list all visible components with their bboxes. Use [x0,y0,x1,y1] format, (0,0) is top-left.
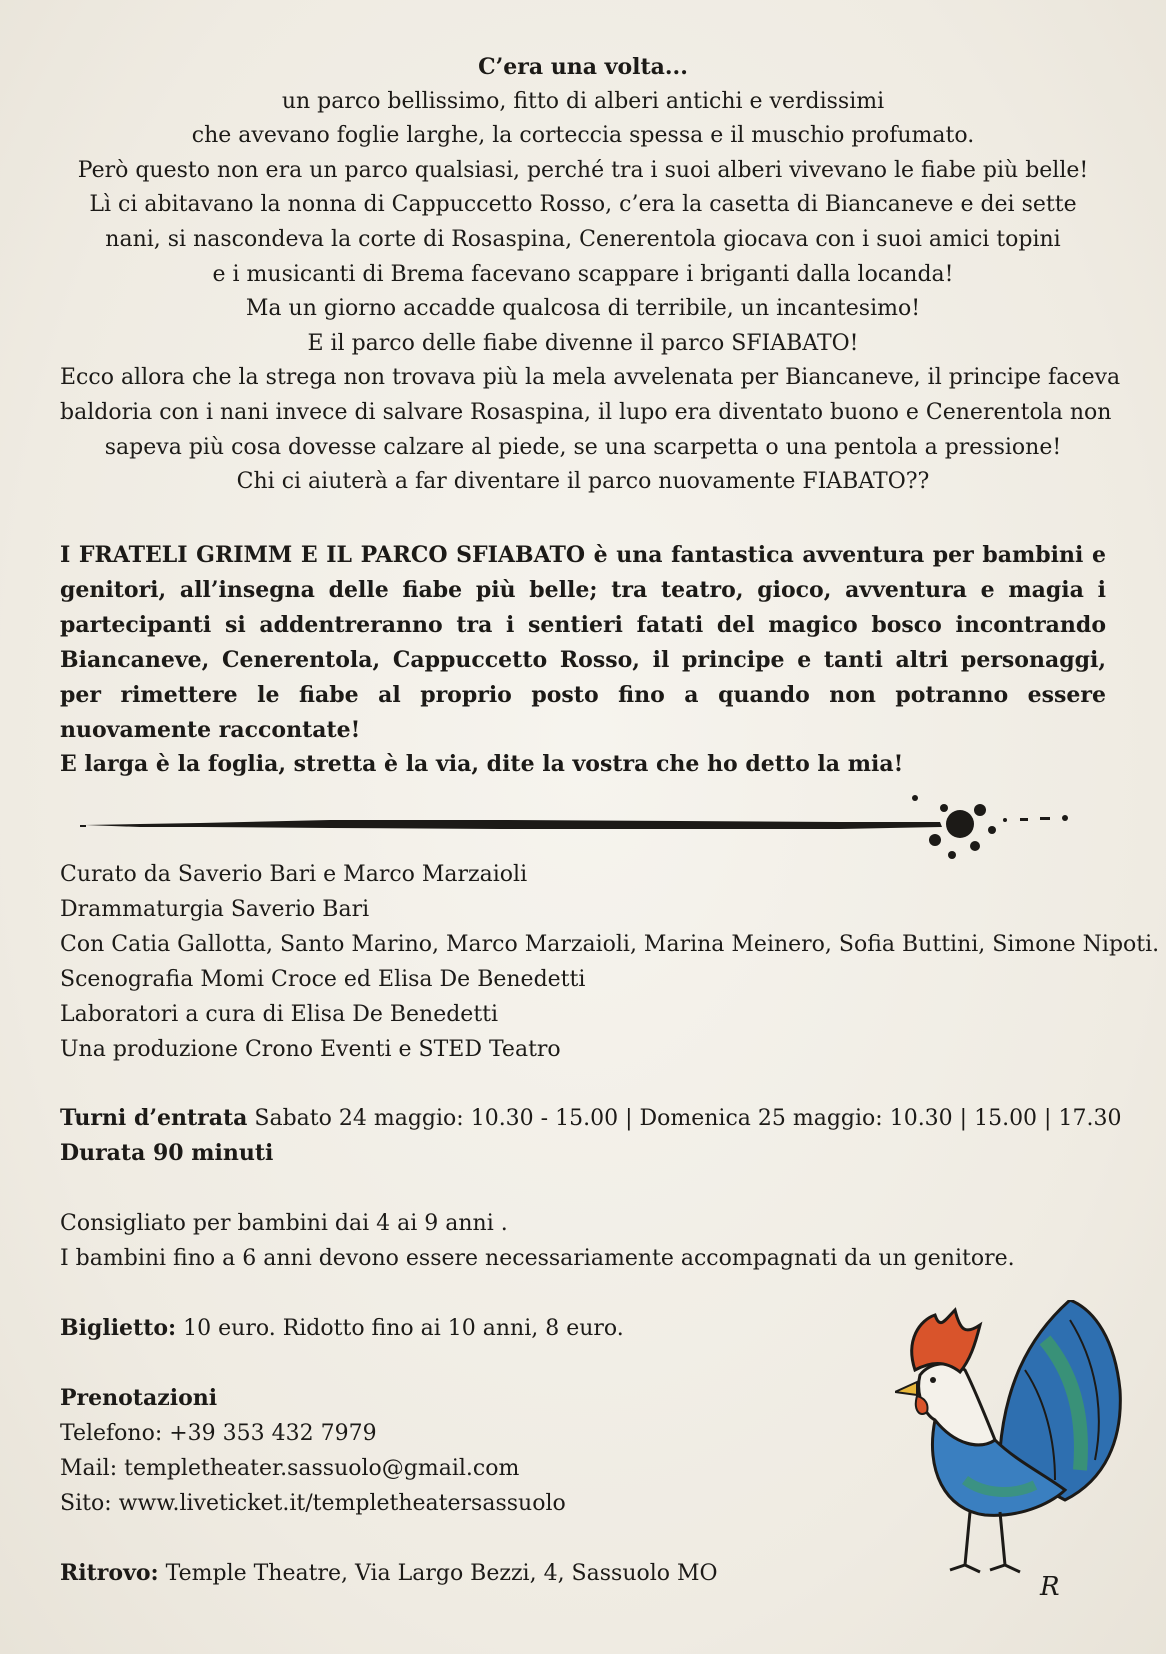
booking-title: Prenotazioni [60,1385,218,1411]
meeting-address: Temple Theatre, Via Largo Bezzi, 4, Sassuolo MO [158,1561,718,1586]
rooster-illustration [895,1300,1125,1600]
story-line: Però questo non era un parco qualsiasi, perché tra i suoi alberi vivevano le fiabe più belle! [77,157,1089,183]
credit-line: Una produzione Crono Eventi e STED Teatro [60,1037,561,1062]
credit-line: Laboratori a cura di Elisa De Benedetti [60,1002,499,1027]
schedule-label: Turni d’entrata [60,1105,248,1131]
story-heading: C’era una volta... [478,54,688,80]
booking-info [60,1381,566,1521]
credit-line: Drammaturgia Saverio Bari [60,897,370,922]
meeting-point [60,1556,718,1591]
age-advice-line: Consigliato per bambini dai 4 ai 9 anni . [60,1211,508,1236]
schedule [60,1101,1121,1171]
story-line: nani, si nascondeva la corte di Rosaspina, Cenerentola giocava con i suoi amici topini [105,226,1061,252]
story-line: Lì ci abitavano la nonna di Cappuccetto Rosso, c’era la casetta di Biancaneve e dei sette [89,192,1077,218]
ticket-price: 10 euro. Ridotto fino ai 10 anni, 8 euro. [176,1316,624,1341]
schedule-line [60,1101,1121,1136]
artist-signature: R [1040,1572,1060,1602]
story-line: un parco bellissimo, fitto di alberi antichi e verdissimi [281,88,885,114]
show-description: I FRATELI GRIMM E IL PARCO SFIABATO è una fantastica avventura per bambini e genitori, all’insegna delle fiabe più belle; tra teatro, gioco, avventura e magia i partecipanti si addentreranno tra i sentieri fatati del magico bosco incontrando Biancaneve, Cenerentola, Cappuccetto Rosso, il principe e tanti altri personaggi, per rimettere le fiabe al proprio posto fino a quando non potranno essere nuovamente raccontate! [60,542,1106,743]
story-line: Chi ci aiuterà a far diventare il parco nuovamente FIABATO?? [236,469,930,495]
motto: E larga è la foglia, stretta è la via, dite la vostra che ho detto la mia! [60,751,904,777]
booking-phone: Telefono: +39 353 432 7979 [60,1421,377,1446]
story-line: Ecco allora che la strega non trovava più la mela avvelenata per Biancaneve, il principe faceva [60,365,1121,391]
ticket-info [60,1311,624,1346]
meeting-label: Ritrovo: [60,1560,159,1586]
credit-line: Scenografia Momi Croce ed Elisa De Benedetti [60,967,586,992]
ticket-label: Biglietto: [60,1315,177,1341]
story-line: baldoria con i nani invece di salvare Rosaspina, il lupo era diventato buono e Cenerentola non [60,399,1112,425]
story-line: che avevano foglie larghe, la corteccia spessa e il muschio profumato. [191,123,975,149]
credit-line: Con Catia Gallotta, Santo Marino, Marco Marzaioli, Marina Meinero, Sofia Buttini, Simone Nipoti. [60,932,1160,957]
age-advice [60,1206,1015,1276]
credit-line: Curato da Saverio Bari e Marco Marzaioli [60,862,528,887]
story-line: E il parco delle fiabe divenne il parco SFIABATO! [307,330,859,356]
schedule-times: Sabato 24 maggio: 10.30 - 15.00 | Domenica 25 maggio: 10.30 | 15.00 | 17.30 [247,1106,1122,1131]
duration: Durata 90 minuti [60,1140,274,1166]
story-line: e i musicanti di Brema facevano scappare i briganti dalla locanda! [212,261,954,287]
story-line: Ma un giorno accadde qualcosa di terribile, un incantesimo! [245,296,921,322]
age-advice-line: I bambini fino a 6 anni devono essere necessariamente accompagnati da un genitore. [60,1246,1015,1271]
credits [60,857,1159,1067]
booking-mail: Mail: templetheater.sassuolo@gmail.com [60,1456,520,1481]
booking-site: Sito: www.liveticket.it/templetheatersassuolo [60,1491,566,1516]
story-line: sapeva più cosa dovesse calzare al piede, se una scarpetta o una pentola a pressione! [104,434,1062,460]
story-section [60,50,1121,500]
